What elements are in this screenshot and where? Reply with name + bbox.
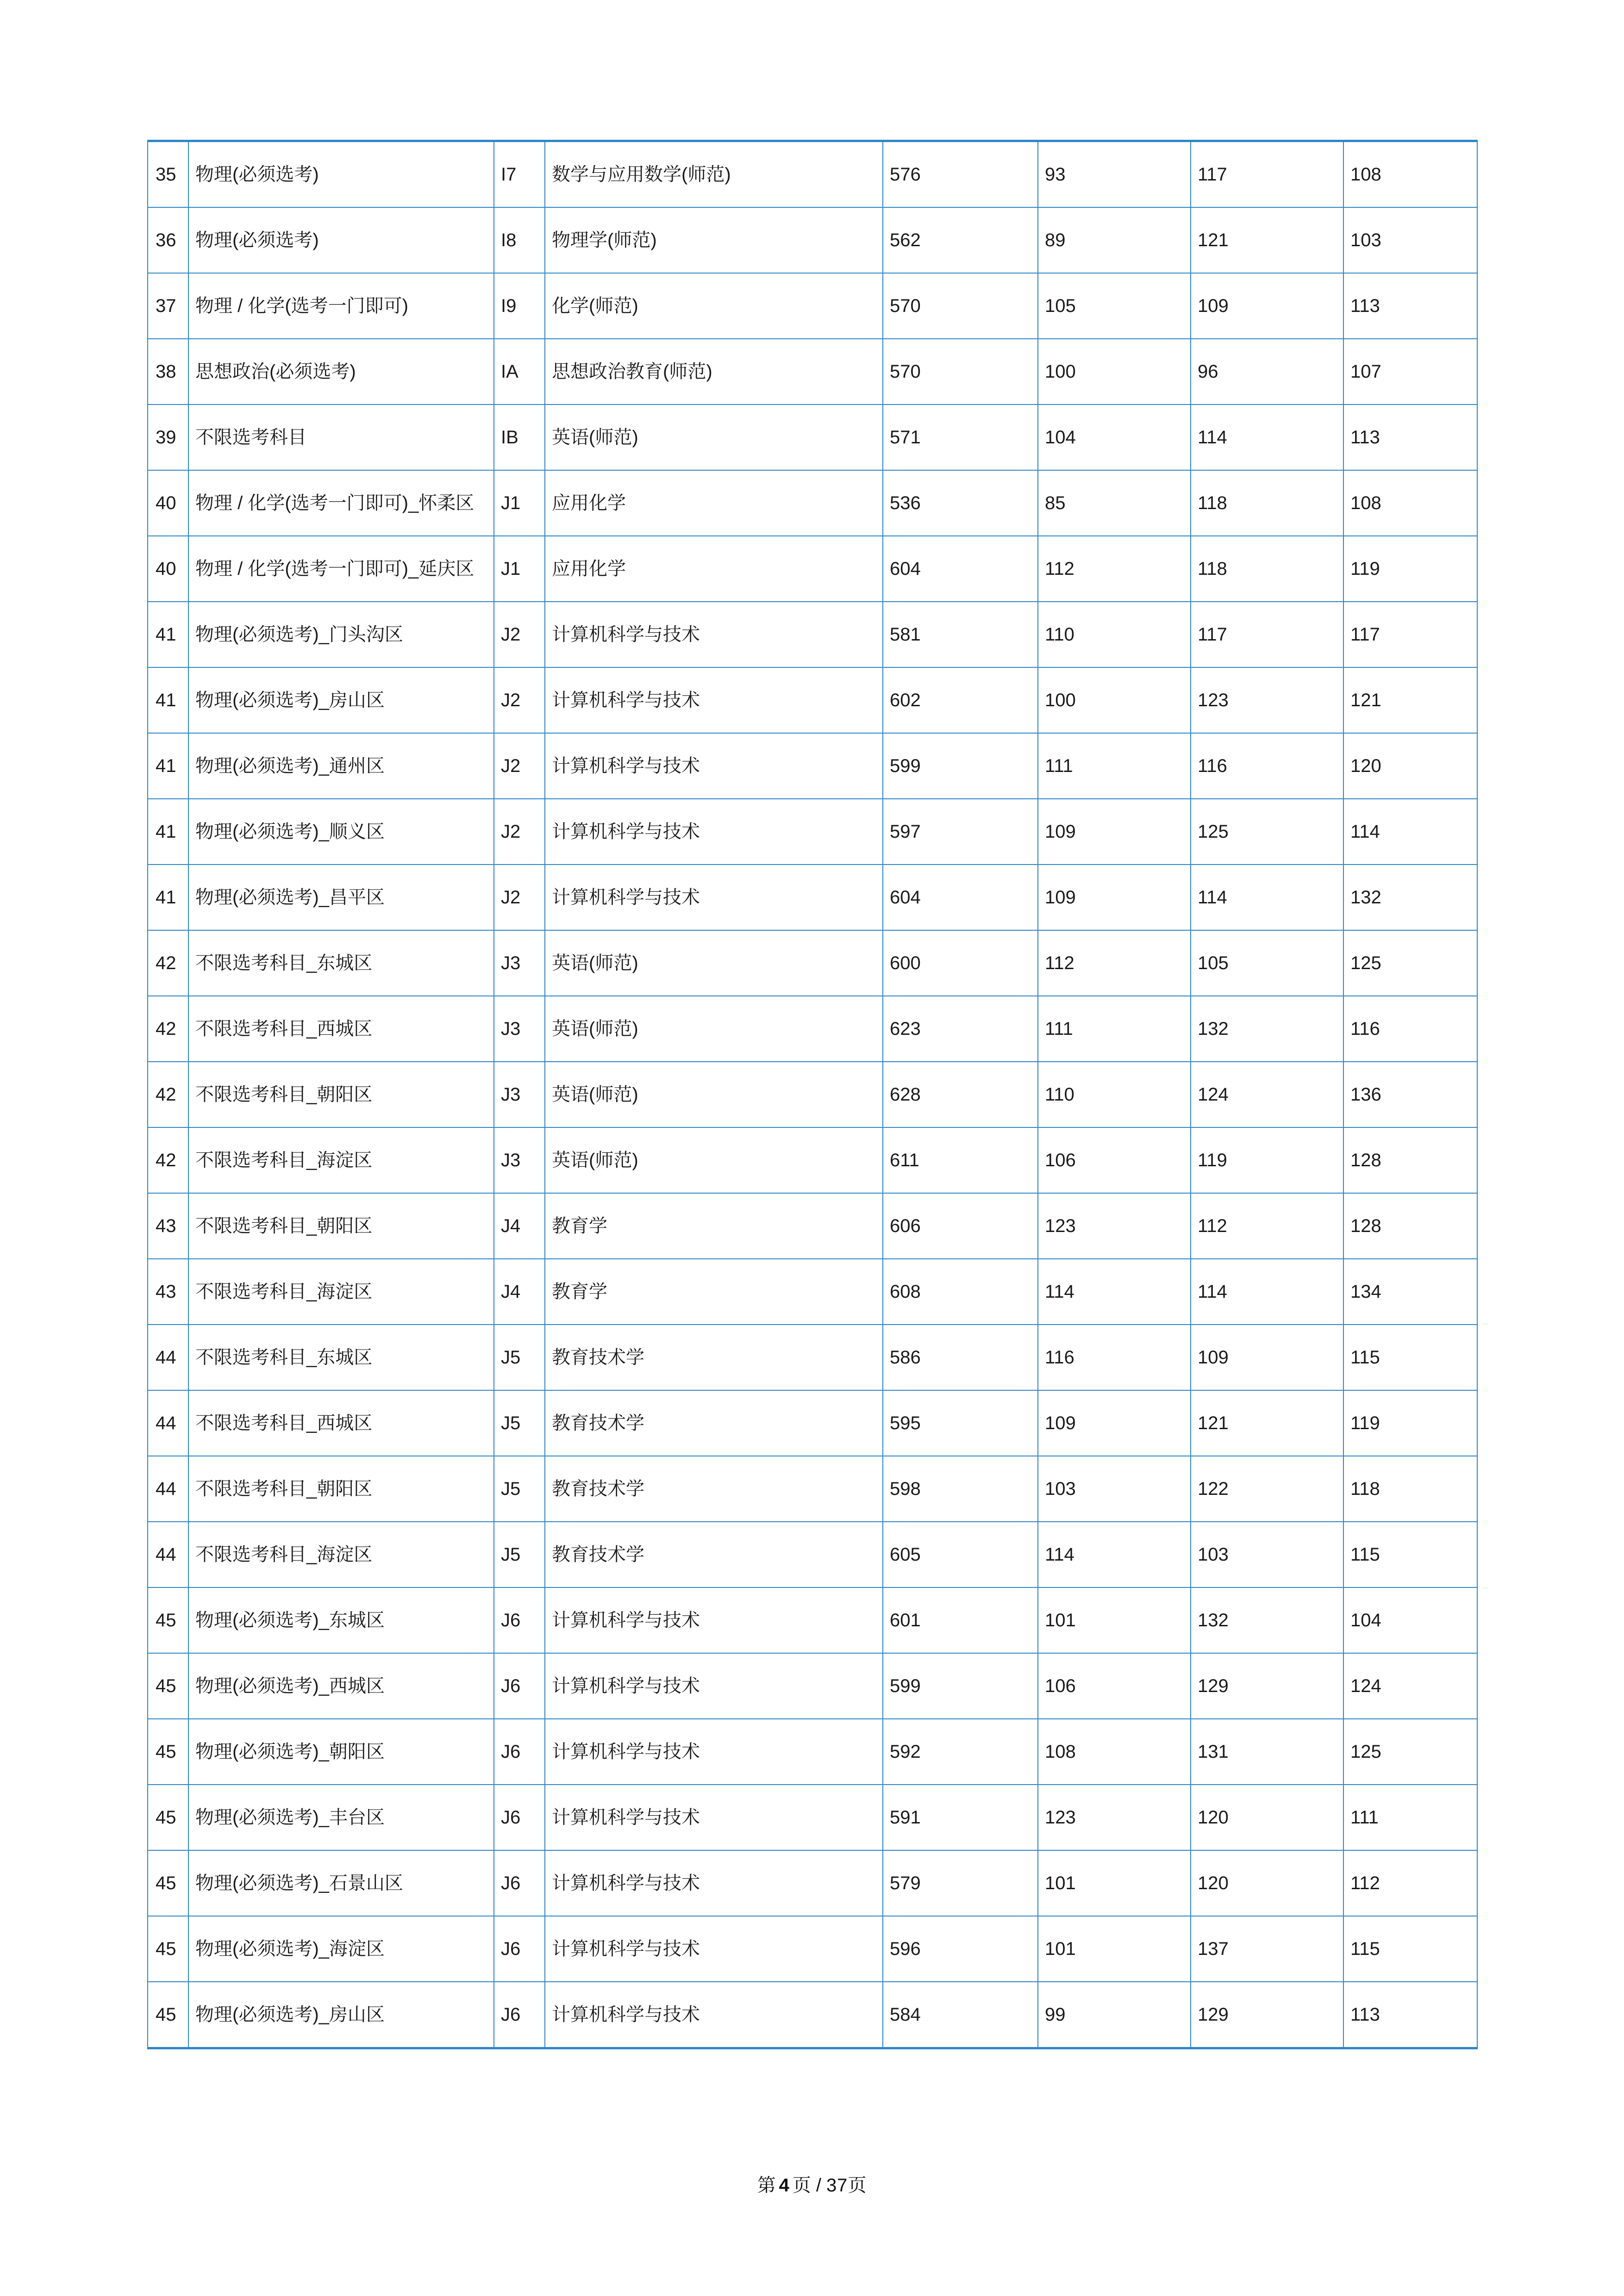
cell-index: 38 xyxy=(148,339,188,404)
cell-major-code: J6 xyxy=(494,1785,545,1850)
cell-total-score: 591 xyxy=(883,1785,1038,1850)
table-row xyxy=(148,404,1477,470)
cell-major-name: 计算机科学与技术 xyxy=(545,865,883,930)
table-row xyxy=(148,1653,1477,1719)
table-row xyxy=(148,1456,1477,1522)
cell-total-score: 595 xyxy=(883,1390,1038,1456)
cell-index: 45 xyxy=(148,1653,188,1719)
cell-major-code: J5 xyxy=(494,1325,545,1390)
table-row xyxy=(148,1522,1477,1587)
cell-major-code: J3 xyxy=(494,1127,545,1193)
cell-index: 45 xyxy=(148,1850,188,1916)
cell-major-name: 应用化学 xyxy=(545,536,883,602)
cell-score-2: 129 xyxy=(1191,1653,1343,1719)
cell-index: 39 xyxy=(148,404,188,470)
cell-subject-requirement: 物理(必须选考) xyxy=(188,207,494,273)
cell-major-name: 数学与应用数学(师范) xyxy=(545,141,883,208)
cell-index: 45 xyxy=(148,1916,188,1982)
cell-score-3: 108 xyxy=(1343,141,1477,208)
cell-score-3: 124 xyxy=(1343,1653,1477,1719)
table-row xyxy=(148,1062,1477,1127)
cell-total-score: 628 xyxy=(883,1062,1038,1127)
cell-score-3: 116 xyxy=(1343,996,1477,1062)
cell-score-3: 115 xyxy=(1343,1522,1477,1587)
cell-subject-requirement: 不限选考科目_朝阳区 xyxy=(188,1456,494,1522)
cell-total-score: 596 xyxy=(883,1916,1038,1982)
cell-major-code: J2 xyxy=(494,602,545,667)
cell-score-1: 123 xyxy=(1038,1785,1191,1850)
cell-score-3: 107 xyxy=(1343,339,1477,404)
cell-score-3: 136 xyxy=(1343,1062,1477,1127)
cell-major-code: J2 xyxy=(494,733,545,799)
cell-total-score: 604 xyxy=(883,536,1038,602)
cell-score-2: 123 xyxy=(1191,667,1343,733)
cell-major-code: J3 xyxy=(494,1062,545,1127)
cell-total-score: 581 xyxy=(883,602,1038,667)
cell-index: 42 xyxy=(148,1062,188,1127)
cell-score-1: 89 xyxy=(1038,207,1191,273)
cell-total-score: 576 xyxy=(883,141,1038,208)
cell-total-score: 570 xyxy=(883,273,1038,339)
cell-score-2: 120 xyxy=(1191,1785,1343,1850)
cell-total-score: 579 xyxy=(883,1850,1038,1916)
cell-major-name: 教育技术学 xyxy=(545,1390,883,1456)
table-row xyxy=(148,1719,1477,1785)
cell-score-3: 120 xyxy=(1343,733,1477,799)
cell-score-2: 109 xyxy=(1191,1325,1343,1390)
cell-major-name: 计算机科学与技术 xyxy=(545,1653,883,1719)
cell-index: 44 xyxy=(148,1325,188,1390)
cell-score-3: 103 xyxy=(1343,207,1477,273)
cell-subject-requirement: 物理(必须选考)_房山区 xyxy=(188,1982,494,2048)
cell-major-code: IA xyxy=(494,339,545,404)
cell-major-code: J2 xyxy=(494,667,545,733)
cell-index: 45 xyxy=(148,1719,188,1785)
cell-score-2: 129 xyxy=(1191,1982,1343,2048)
cell-score-1: 109 xyxy=(1038,865,1191,930)
cell-subject-requirement: 不限选考科目_海淀区 xyxy=(188,1127,494,1193)
cell-major-code: J6 xyxy=(494,1587,545,1653)
cell-score-3: 118 xyxy=(1343,1456,1477,1522)
table-row xyxy=(148,536,1477,602)
cell-major-name: 计算机科学与技术 xyxy=(545,1850,883,1916)
cell-score-2: 121 xyxy=(1191,207,1343,273)
cell-major-name: 计算机科学与技术 xyxy=(545,602,883,667)
cell-score-2: 114 xyxy=(1191,865,1343,930)
cell-major-code: J1 xyxy=(494,536,545,602)
cell-major-name: 计算机科学与技术 xyxy=(545,667,883,733)
footer-total-pages: 37 xyxy=(826,2175,848,2196)
cell-total-score: 606 xyxy=(883,1193,1038,1259)
cell-score-3: 115 xyxy=(1343,1916,1477,1982)
cell-index: 41 xyxy=(148,602,188,667)
cell-score-1: 111 xyxy=(1038,996,1191,1062)
cell-score-1: 116 xyxy=(1038,1325,1191,1390)
table-row xyxy=(148,1916,1477,1982)
footer-prefix: 第 xyxy=(757,2175,776,2196)
cell-score-1: 106 xyxy=(1038,1127,1191,1193)
cell-major-code: I9 xyxy=(494,273,545,339)
cell-major-name: 英语(师范) xyxy=(545,930,883,996)
cell-subject-requirement: 物理(必须选考)_通州区 xyxy=(188,733,494,799)
cell-major-code: J6 xyxy=(494,1719,545,1785)
cell-total-score: 608 xyxy=(883,1259,1038,1325)
cell-score-2: 105 xyxy=(1191,930,1343,996)
cell-score-3: 132 xyxy=(1343,865,1477,930)
cell-score-2: 117 xyxy=(1191,602,1343,667)
cell-subject-requirement: 不限选考科目_东城区 xyxy=(188,1325,494,1390)
cell-subject-requirement: 物理 / 化学(选考一门即可) xyxy=(188,273,494,339)
cell-subject-requirement: 不限选考科目_海淀区 xyxy=(188,1259,494,1325)
cell-score-2: 132 xyxy=(1191,996,1343,1062)
cell-major-name: 化学(师范) xyxy=(545,273,883,339)
cell-total-score: 571 xyxy=(883,404,1038,470)
cell-major-code: J2 xyxy=(494,865,545,930)
table-row xyxy=(148,930,1477,996)
cell-major-name: 思想政治教育(师范) xyxy=(545,339,883,404)
cell-subject-requirement: 不限选考科目_朝阳区 xyxy=(188,1062,494,1127)
cell-total-score: 597 xyxy=(883,799,1038,865)
cell-subject-requirement: 不限选考科目_东城区 xyxy=(188,930,494,996)
cell-subject-requirement: 物理 / 化学(选考一门即可)_延庆区 xyxy=(188,536,494,602)
cell-score-3: 113 xyxy=(1343,404,1477,470)
cell-total-score: 584 xyxy=(883,1982,1038,2048)
cell-major-name: 计算机科学与技术 xyxy=(545,1587,883,1653)
cell-score-3: 128 xyxy=(1343,1193,1477,1259)
cell-score-2: 116 xyxy=(1191,733,1343,799)
cell-index: 36 xyxy=(148,207,188,273)
table-row xyxy=(148,207,1477,273)
table-body xyxy=(148,141,1477,2048)
cell-score-3: 112 xyxy=(1343,1850,1477,1916)
cell-major-name: 英语(师范) xyxy=(545,1062,883,1127)
table-row xyxy=(148,1587,1477,1653)
table-row xyxy=(148,1193,1477,1259)
cell-major-name: 教育技术学 xyxy=(545,1522,883,1587)
cell-major-code: J2 xyxy=(494,799,545,865)
table-row xyxy=(148,1127,1477,1193)
cell-index: 41 xyxy=(148,733,188,799)
cell-major-name: 计算机科学与技术 xyxy=(545,799,883,865)
cell-score-1: 110 xyxy=(1038,602,1191,667)
cell-subject-requirement: 不限选考科目_朝阳区 xyxy=(188,1193,494,1259)
cell-total-score: 586 xyxy=(883,1325,1038,1390)
cell-major-code: J5 xyxy=(494,1390,545,1456)
cell-score-3: 114 xyxy=(1343,799,1477,865)
cell-score-1: 101 xyxy=(1038,1850,1191,1916)
cell-major-name: 教育技术学 xyxy=(545,1456,883,1522)
cell-score-3: 125 xyxy=(1343,1719,1477,1785)
cell-major-name: 计算机科学与技术 xyxy=(545,1719,883,1785)
cell-score-2: 117 xyxy=(1191,141,1343,208)
table-row xyxy=(148,141,1477,208)
cell-major-name: 计算机科学与技术 xyxy=(545,1916,883,1982)
cell-score-1: 112 xyxy=(1038,536,1191,602)
cell-total-score: 604 xyxy=(883,865,1038,930)
footer-total-unit: 页 xyxy=(848,2175,867,2196)
cell-total-score: 592 xyxy=(883,1719,1038,1785)
cell-subject-requirement: 物理(必须选考)_西城区 xyxy=(188,1653,494,1719)
cell-index: 45 xyxy=(148,1982,188,2048)
cell-subject-requirement: 物理(必须选考)_房山区 xyxy=(188,667,494,733)
cell-subject-requirement: 物理(必须选考)_朝阳区 xyxy=(188,1719,494,1785)
cell-score-2: 112 xyxy=(1191,1193,1343,1259)
cell-major-name: 计算机科学与技术 xyxy=(545,1785,883,1850)
cell-major-code: J4 xyxy=(494,1193,545,1259)
cell-score-3: 119 xyxy=(1343,1390,1477,1456)
cell-score-1: 101 xyxy=(1038,1916,1191,1982)
cell-score-2: 96 xyxy=(1191,339,1343,404)
cell-index: 44 xyxy=(148,1522,188,1587)
cell-subject-requirement: 不限选考科目_西城区 xyxy=(188,1390,494,1456)
cell-score-1: 99 xyxy=(1038,1982,1191,2048)
cell-subject-requirement: 不限选考科目_西城区 xyxy=(188,996,494,1062)
cell-total-score: 605 xyxy=(883,1522,1038,1587)
table-row xyxy=(148,470,1477,536)
cell-score-1: 104 xyxy=(1038,404,1191,470)
cell-major-code: J3 xyxy=(494,996,545,1062)
cell-major-name: 教育学 xyxy=(545,1193,883,1259)
cell-score-1: 101 xyxy=(1038,1587,1191,1653)
cell-total-score: 570 xyxy=(883,339,1038,404)
cell-score-1: 109 xyxy=(1038,799,1191,865)
cell-index: 45 xyxy=(148,1785,188,1850)
cell-major-code: I8 xyxy=(494,207,545,273)
cell-score-1: 112 xyxy=(1038,930,1191,996)
cell-score-2: 125 xyxy=(1191,799,1343,865)
cell-major-name: 英语(师范) xyxy=(545,996,883,1062)
cell-score-3: 113 xyxy=(1343,273,1477,339)
cell-subject-requirement: 思想政治(必须选考) xyxy=(188,339,494,404)
cell-score-3: 125 xyxy=(1343,930,1477,996)
table-row xyxy=(148,1390,1477,1456)
cell-subject-requirement: 物理(必须选考)_东城区 xyxy=(188,1587,494,1653)
cell-major-name: 教育学 xyxy=(545,1259,883,1325)
cell-total-score: 601 xyxy=(883,1587,1038,1653)
table-row xyxy=(148,733,1477,799)
cell-total-score: 600 xyxy=(883,930,1038,996)
table-row xyxy=(148,799,1477,865)
cell-major-code: J6 xyxy=(494,1850,545,1916)
cell-score-3: 113 xyxy=(1343,1982,1477,2048)
cell-major-code: J6 xyxy=(494,1982,545,2048)
table-row xyxy=(148,273,1477,339)
table-row xyxy=(148,1785,1477,1850)
cell-score-2: 122 xyxy=(1191,1456,1343,1522)
cell-score-1: 111 xyxy=(1038,733,1191,799)
cell-score-3: 117 xyxy=(1343,602,1477,667)
cell-major-name: 计算机科学与技术 xyxy=(545,1982,883,2048)
footer-separator: / xyxy=(816,2175,822,2196)
cell-major-name: 教育技术学 xyxy=(545,1325,883,1390)
cell-subject-requirement: 物理(必须选考)_海淀区 xyxy=(188,1916,494,1982)
footer-page-number: 4 xyxy=(779,2175,790,2196)
cell-subject-requirement: 物理(必须选考)_昌平区 xyxy=(188,865,494,930)
cell-total-score: 611 xyxy=(883,1127,1038,1193)
cell-major-code: I7 xyxy=(494,141,545,208)
cell-index: 42 xyxy=(148,996,188,1062)
cell-score-1: 100 xyxy=(1038,339,1191,404)
cell-total-score: 599 xyxy=(883,1653,1038,1719)
cell-index: 44 xyxy=(148,1456,188,1522)
cell-subject-requirement: 物理(必须选考)_顺义区 xyxy=(188,799,494,865)
cell-score-2: 114 xyxy=(1191,404,1343,470)
cell-total-score: 562 xyxy=(883,207,1038,273)
cell-score-1: 109 xyxy=(1038,1390,1191,1456)
cell-score-3: 119 xyxy=(1343,536,1477,602)
cell-index: 40 xyxy=(148,470,188,536)
cell-score-2: 120 xyxy=(1191,1850,1343,1916)
cell-major-code: J6 xyxy=(494,1916,545,1982)
cell-major-name: 英语(师范) xyxy=(545,1127,883,1193)
cell-major-code: IB xyxy=(494,404,545,470)
page-footer xyxy=(0,2171,1624,2197)
cell-score-1: 93 xyxy=(1038,141,1191,208)
cell-score-1: 85 xyxy=(1038,470,1191,536)
cell-total-score: 602 xyxy=(883,667,1038,733)
cell-score-2: 121 xyxy=(1191,1390,1343,1456)
cell-index: 41 xyxy=(148,667,188,733)
cell-score-2: 124 xyxy=(1191,1062,1343,1127)
cell-score-2: 118 xyxy=(1191,470,1343,536)
cell-major-code: J5 xyxy=(494,1522,545,1587)
cell-score-2: 109 xyxy=(1191,273,1343,339)
cell-score-2: 114 xyxy=(1191,1259,1343,1325)
table-row xyxy=(148,1325,1477,1390)
cell-index: 41 xyxy=(148,799,188,865)
cell-score-2: 118 xyxy=(1191,536,1343,602)
cell-score-2: 131 xyxy=(1191,1719,1343,1785)
cell-score-3: 104 xyxy=(1343,1587,1477,1653)
cell-index: 42 xyxy=(148,1127,188,1193)
cell-major-name: 计算机科学与技术 xyxy=(545,733,883,799)
cell-major-name: 应用化学 xyxy=(545,470,883,536)
cell-score-3: 108 xyxy=(1343,470,1477,536)
cell-score-3: 121 xyxy=(1343,667,1477,733)
table-row xyxy=(148,602,1477,667)
table-row xyxy=(148,996,1477,1062)
cell-score-2: 119 xyxy=(1191,1127,1343,1193)
cell-score-3: 115 xyxy=(1343,1325,1477,1390)
cell-total-score: 623 xyxy=(883,996,1038,1062)
cell-index: 43 xyxy=(148,1259,188,1325)
cell-subject-requirement: 物理 / 化学(选考一门即可)_怀柔区 xyxy=(188,470,494,536)
table-row xyxy=(148,865,1477,930)
cell-major-code: J3 xyxy=(494,930,545,996)
cell-index: 45 xyxy=(148,1587,188,1653)
cell-score-1: 108 xyxy=(1038,1719,1191,1785)
cell-score-2: 132 xyxy=(1191,1587,1343,1653)
table-row xyxy=(148,667,1477,733)
cell-subject-requirement: 物理(必须选考)_门头沟区 xyxy=(188,602,494,667)
cell-score-1: 123 xyxy=(1038,1193,1191,1259)
cell-index: 43 xyxy=(148,1193,188,1259)
cell-score-3: 128 xyxy=(1343,1127,1477,1193)
cell-score-1: 114 xyxy=(1038,1259,1191,1325)
cell-subject-requirement: 物理(必须选考) xyxy=(188,141,494,208)
cell-major-name: 物理学(师范) xyxy=(545,207,883,273)
cell-score-1: 114 xyxy=(1038,1522,1191,1587)
cell-major-code: J5 xyxy=(494,1456,545,1522)
table-row xyxy=(148,1850,1477,1916)
cell-index: 40 xyxy=(148,536,188,602)
cell-score-1: 103 xyxy=(1038,1456,1191,1522)
cell-total-score: 599 xyxy=(883,733,1038,799)
cell-index: 35 xyxy=(148,141,188,208)
cell-major-name: 英语(师范) xyxy=(545,404,883,470)
cell-score-3: 111 xyxy=(1343,1785,1477,1850)
table-row xyxy=(148,1259,1477,1325)
cell-score-1: 105 xyxy=(1038,273,1191,339)
cell-index: 44 xyxy=(148,1390,188,1456)
cell-score-1: 106 xyxy=(1038,1653,1191,1719)
cell-major-code: J1 xyxy=(494,470,545,536)
cell-score-2: 103 xyxy=(1191,1522,1343,1587)
cell-subject-requirement: 不限选考科目 xyxy=(188,404,494,470)
cell-index: 37 xyxy=(148,273,188,339)
cell-total-score: 598 xyxy=(883,1456,1038,1522)
cell-score-1: 110 xyxy=(1038,1062,1191,1127)
table-row xyxy=(148,339,1477,404)
cell-score-1: 100 xyxy=(1038,667,1191,733)
cell-score-2: 137 xyxy=(1191,1916,1343,1982)
cell-major-code: J4 xyxy=(494,1259,545,1325)
cell-total-score: 536 xyxy=(883,470,1038,536)
table-row xyxy=(148,1982,1477,2048)
cell-subject-requirement: 不限选考科目_海淀区 xyxy=(188,1522,494,1587)
cell-subject-requirement: 物理(必须选考)_石景山区 xyxy=(188,1850,494,1916)
cell-index: 41 xyxy=(148,865,188,930)
admission-score-table xyxy=(147,140,1478,2049)
cell-major-code: J6 xyxy=(494,1653,545,1719)
footer-page-unit: 页 xyxy=(792,2175,812,2196)
cell-subject-requirement: 物理(必须选考)_丰台区 xyxy=(188,1785,494,1850)
cell-score-3: 134 xyxy=(1343,1259,1477,1325)
cell-index: 42 xyxy=(148,930,188,996)
